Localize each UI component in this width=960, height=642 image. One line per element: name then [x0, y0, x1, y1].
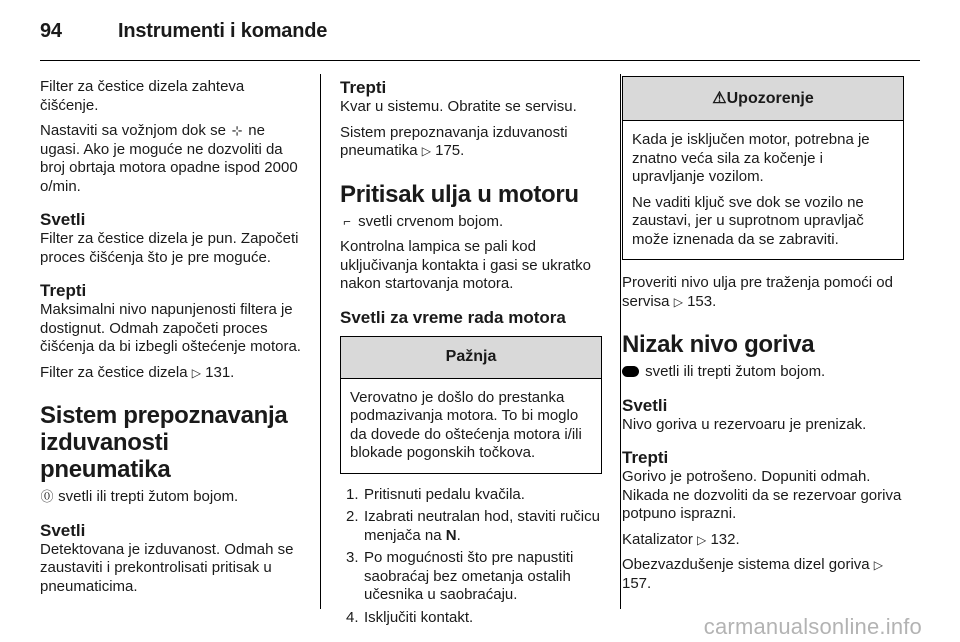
list-item: 1. Pritisnuti pedalu kvačila. — [346, 485, 525, 503]
warning-triangle-icon: ⚠ — [712, 90, 727, 107]
page-title: Instrumenti i komande — [118, 20, 328, 42]
paragraph: svetli ili trepti žutom bojom. — [622, 363, 904, 382]
oil-can-icon: ⌐ — [343, 213, 351, 229]
paragraph: Kontrolna lampica se pali kod uključivanja kontakta i gasi se ukratko nakon startovanja motora. — [340, 238, 591, 292]
subheading-svetli: Svetli — [40, 520, 86, 540]
column-2 — [340, 78, 602, 631]
paragraph: ⌐ svetli crvenom bojom. — [340, 213, 602, 232]
paragraph: ⓪ svetli ili trepti žutom bojom. — [40, 488, 239, 505]
caution-box-title: Pažnja — [341, 337, 601, 379]
page-ref-arrow-icon: ▷ — [421, 144, 431, 158]
paragraph: Nivo goriva u rezervoaru je prenizak. — [622, 415, 867, 433]
section-heading: Nizak nivo goriva — [622, 331, 815, 358]
warning-box-text: Kada je isključen motor, potrebna je znatno veća sila za kočenje i upravljanje vozilom. — [632, 131, 870, 185]
list-item: 2. Izabrati neutralan hod, staviti ručicu menjača na N. — [346, 508, 600, 544]
subheading-svetli: Svetli — [622, 395, 668, 415]
cross-reference: Obezvazdušenje sistema dizel goriva ▷ 157. — [622, 556, 884, 592]
tyre-pressure-icon: ⓪ — [40, 489, 54, 504]
warning-box-title: ⚠Upozorenje — [623, 77, 903, 121]
page-number: 94 — [40, 20, 62, 42]
caution-box-text: Verovatno je došlo do prestanka podmazivanja motora. To bi moglo da dovede do oštećenja motora i/ili blokade pogonskih točkova. — [350, 388, 582, 461]
watermark: carmanualsonline.info — [703, 614, 922, 639]
filter-regeneration-icon: ⊹ — [231, 123, 243, 138]
page-ref-arrow-icon: ▷ — [191, 365, 201, 380]
fuel-pump-icon — [622, 366, 639, 377]
column-divider — [620, 74, 621, 609]
section-heading: Pritisak ulja u motoru — [340, 180, 579, 208]
paragraph: Kvar u sistemu. Obratite se servisu. — [340, 98, 577, 115]
subheading: Svetli za vreme rada motora — [340, 307, 566, 327]
paragraph: Filter za čestice dizela zahteva čišćenje. — [40, 78, 245, 114]
cross-reference: Proveriti nivo ulja pre traženja pomoći od servisa ▷ 153. — [622, 274, 893, 310]
subheading-trepti: Trepti — [622, 448, 669, 467]
cross-reference: Sistem prepoznavanja izduvanosti pneumatika ▷ 175. — [340, 123, 568, 159]
section-heading: Sistem prepoznavanja izduvanosti pneumatika — [40, 402, 288, 483]
page-ref-arrow-icon: ▷ — [697, 532, 707, 547]
list-item: 3. Po mogućnosti što pre napustiti saobraćaj bez ometanja ostalih učesnika u saobraćaju. — [346, 549, 574, 603]
page-header — [40, 20, 327, 43]
column-divider — [320, 74, 321, 609]
cross-reference: Filter za čestice dizela ▷ 131. — [40, 363, 235, 381]
paragraph: Detektovana je izduvanost. Odmah se zaustaviti i prekontrolisati pritisak u pneumaticima. — [40, 540, 294, 595]
paragraph: Gorivo je potrošeno. Dopuniti odmah. Nikada ne dozvoliti da se rezervoar goriva potpuno isprazni. — [622, 468, 902, 522]
paragraph: Filter za čestice dizela je pun. Započeti proces čišćenja što je pre moguće. — [40, 230, 299, 266]
warning-box — [622, 76, 904, 260]
list-item: 4. Isključiti kontakt. — [346, 608, 474, 626]
warning-box-text: Ne vaditi ključ sve dok se vozilo ne zaustavi, jer u suprotnom upravljač može iznenada da se zabraviti. — [632, 193, 864, 248]
paragraph: Nastaviti sa vožnjom dok se ⊹ ne ugasi. Ako je moguće ne dozvoliti da broj obrtaja motora opadne ispod 2000 o/min. — [40, 122, 298, 195]
page-ref-arrow-icon: ▷ — [873, 558, 884, 572]
subheading-trepti: Trepti — [340, 78, 387, 97]
column-1 — [40, 78, 302, 596]
steps-list — [340, 486, 602, 628]
subheading-svetli: Svetli — [40, 210, 86, 229]
header-rule — [40, 60, 920, 61]
subheading-trepti: Trepti — [40, 281, 87, 300]
caution-box — [340, 336, 602, 474]
page-ref-arrow-icon: ▷ — [673, 294, 683, 309]
cross-reference: Katalizator ▷ 132. — [622, 530, 740, 548]
paragraph: Maksimalni nivo napunjenosti filtera je dostignut. Odmah započeti proces čišćenja da bi izbegli oštećenje motora. — [40, 301, 301, 355]
column-3 — [622, 76, 904, 593]
